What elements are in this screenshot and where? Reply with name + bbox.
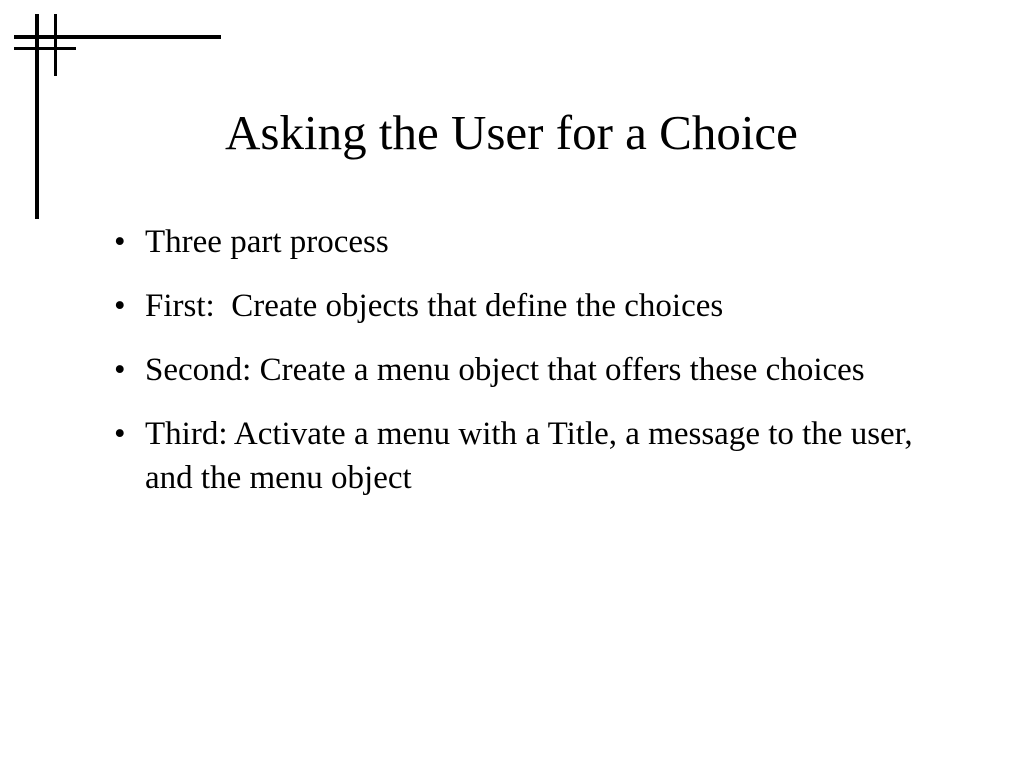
bullet-item bbox=[110, 284, 940, 328]
slide-title: Asking the User for a Choice bbox=[225, 105, 798, 160]
decorative-rule-horizontal-short bbox=[14, 47, 76, 50]
decorative-rule-horizontal-long bbox=[14, 35, 221, 39]
bullet-text: Third: Activate a menu with a Title, a message to the user, and the menu object bbox=[145, 416, 913, 496]
bullet-dot-icon: • bbox=[114, 416, 126, 452]
bullet-text: Second: Create a menu object that offers these choices bbox=[145, 352, 865, 388]
bullet-dot-icon: • bbox=[114, 224, 126, 260]
bullet-dot-icon: • bbox=[114, 288, 126, 324]
bullet-item bbox=[110, 348, 940, 392]
decorative-rule-vertical-short bbox=[54, 14, 57, 76]
bullet-item bbox=[110, 412, 940, 500]
bullet-text: Three part process bbox=[145, 224, 389, 260]
bullet-text: First: Create objects that define the choices bbox=[145, 288, 724, 324]
bullet-dot-icon: • bbox=[114, 352, 126, 388]
bullet-list bbox=[110, 220, 940, 520]
bullet-item bbox=[110, 220, 940, 264]
